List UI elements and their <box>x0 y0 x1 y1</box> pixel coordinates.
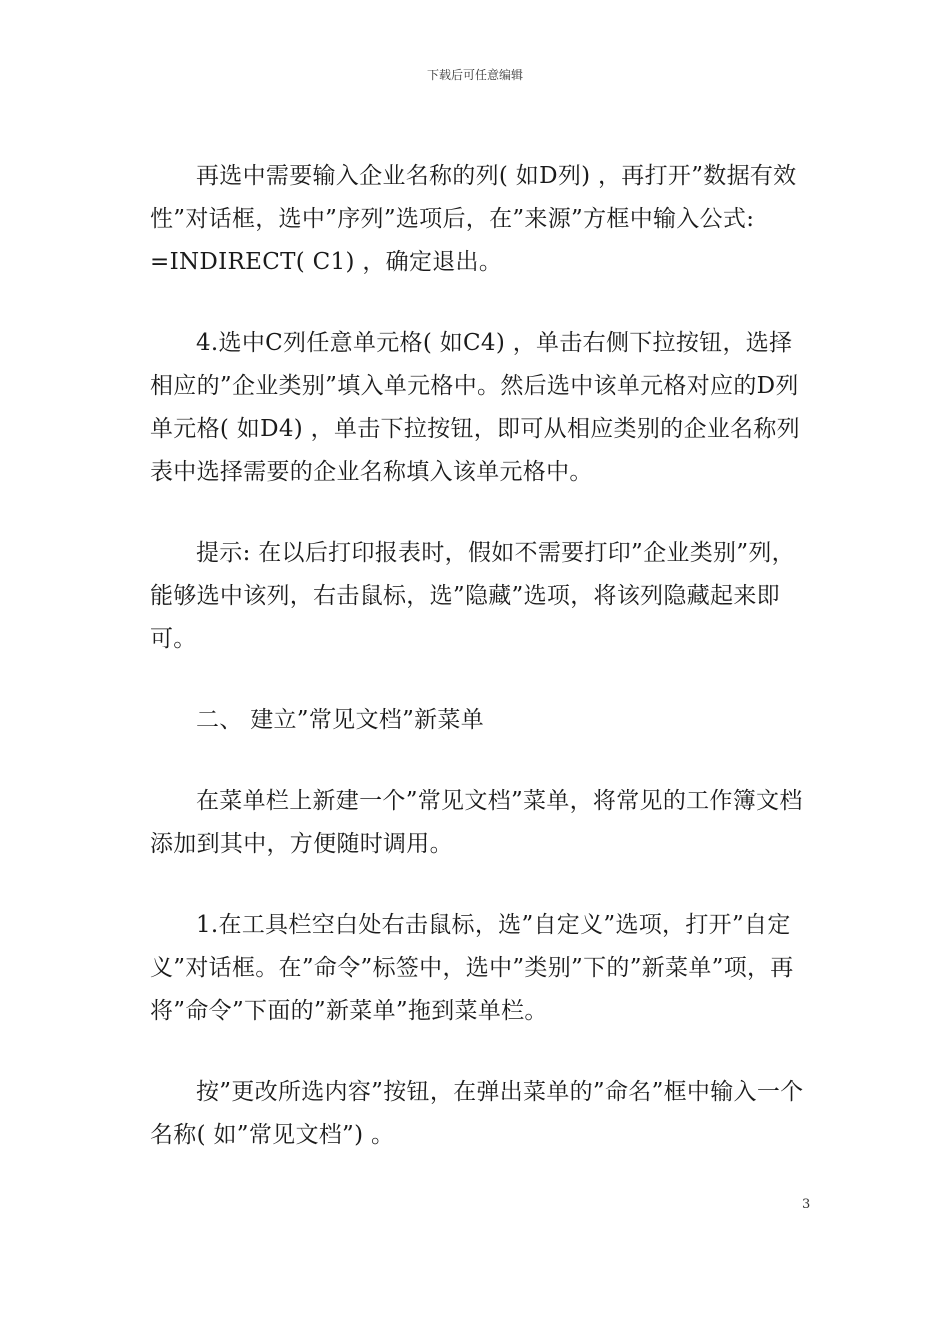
paragraph-tip: 提示: 在以后打印报表时，假如不需要打印”企业类别”列，能够选中该列，右击鼠标，选”隐藏”选项，将该列隐藏起来即可。 <box>150 540 795 652</box>
paragraph-data-validity: 再选中需要输入企业名称的列( 如D列) ，再打开”数据有效性”对话框，选中”序列”选项后，在”来源”方框中输入公式: =INDIRECT( C1) ，确定退出。 <box>150 163 797 275</box>
page-number: 3 <box>802 1197 811 1212</box>
section-heading: 二、 建立”常见文档”新菜单 <box>196 707 485 733</box>
document-body <box>150 155 810 1195</box>
page-header: 下载后可任意编辑 <box>426 68 523 82</box>
paragraph-menu-intro: 在菜单栏上新建一个”常见文档”菜单，将常见的工作簿文档添加到其中，方便随时调用。 <box>150 788 803 857</box>
paragraph-step-1: 1.在工具栏空白处右击鼠标，选”自定义”选项，打开”自定义”对话框。在”命令”标签中，选中”类别”下的”新菜单”项，再将”命令”下面的”新菜单”拖到菜单栏。 <box>150 912 794 1024</box>
paragraph-rename: 按”更改所选内容”按钮，在弹出菜单的”命名”框中输入一个名称( 如”常见文档”) 。 <box>150 1079 804 1148</box>
paragraph-step-4: 4.选中C列任意单元格( 如C4) ，单击右侧下拉按钮，选择相应的”企业类别”填入单元格中。然后选中该单元格对应的D列单元格( 如D4) ，单击下拉按钮，即可从相应类别的企业名称列表中选择需要的企业名称填入该单元格中。 <box>150 330 800 485</box>
